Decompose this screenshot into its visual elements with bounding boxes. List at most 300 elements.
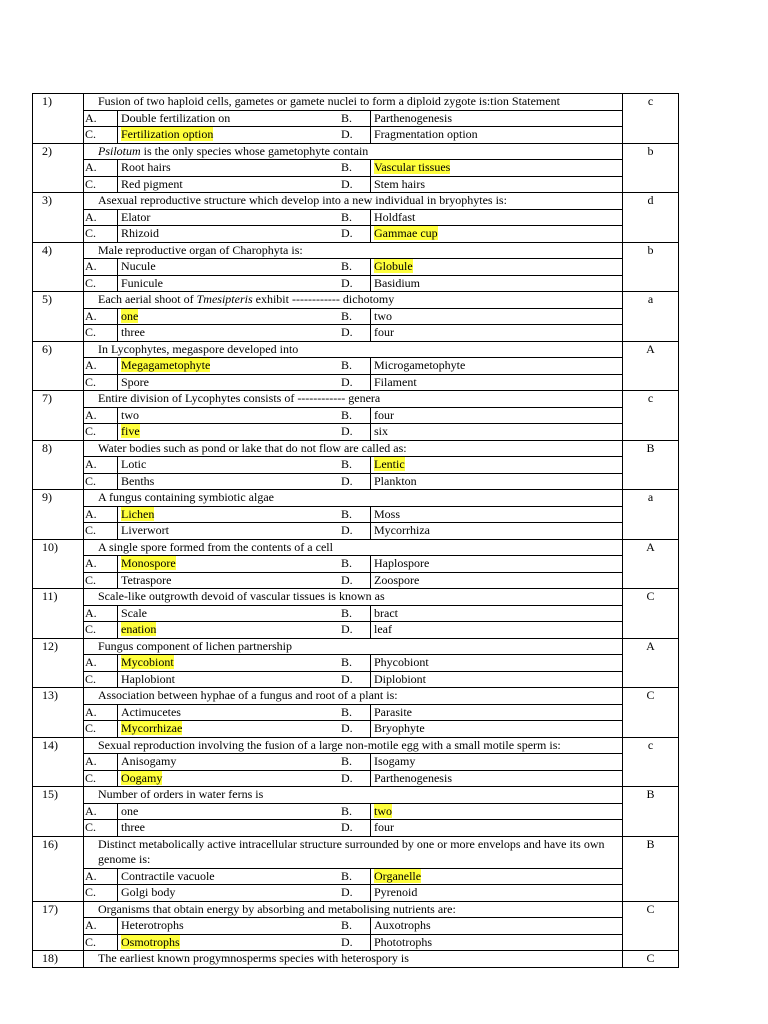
answer-key: C (622, 589, 679, 638)
option-letter-b: B. (341, 918, 353, 932)
question-stem (84, 144, 622, 160)
option-a (117, 408, 139, 424)
option-letter-c: C. (85, 226, 97, 240)
option-text: three (121, 325, 145, 339)
option-text: Plankton (374, 473, 417, 488)
option-letter-c: C. (85, 275, 97, 290)
answer-key: b (622, 144, 679, 193)
question-body (84, 639, 622, 688)
option-b (370, 705, 412, 721)
question-stem: Distinct metabolically active intracellular structure surrounded by one or more envelops and have its own genome is: (98, 836, 605, 866)
option-b (370, 804, 392, 820)
option-letter-d: D. (341, 424, 353, 438)
question-row (32, 539, 679, 589)
answer-key: A (622, 342, 679, 391)
option-letter-d: D. (341, 325, 353, 339)
option-text: Root hairs (121, 160, 171, 174)
question-row (32, 588, 679, 638)
options-row (84, 884, 622, 901)
option-text: Vascular tissues (374, 160, 451, 174)
option-d (370, 375, 417, 391)
answer-key: d (622, 193, 679, 242)
option-text: Red pigment (121, 176, 183, 191)
option-letter-c: C. (85, 473, 97, 488)
option-letter-c: C. (85, 770, 97, 785)
option-text: Fragmentation option (374, 127, 478, 141)
option-text: Liverwort (121, 523, 169, 537)
option-letter-a: A. (85, 556, 97, 570)
options-row (84, 159, 622, 176)
question-stem: In Lycophytes, megaspore developed into (98, 341, 299, 356)
options-row (84, 473, 622, 490)
option-a (117, 655, 174, 671)
option-text: Tetraspore (121, 572, 172, 587)
question-row (32, 950, 679, 968)
option-text: Globule (374, 259, 413, 273)
option-text: Gammae cup (374, 226, 438, 240)
option-letter-c: C. (85, 820, 97, 834)
option-a (117, 457, 146, 473)
question-number: 5) (32, 292, 84, 341)
answer-key: B (622, 787, 679, 836)
option-text: Parasite (374, 704, 412, 719)
option-text: Basidium (374, 275, 421, 290)
option-letter-d: D. (341, 671, 353, 686)
option-letter-b: B. (341, 358, 353, 372)
option-c (117, 424, 140, 440)
option-d (370, 672, 426, 688)
option-text: Fertilization option (121, 127, 214, 141)
option-letter-a: A. (85, 506, 97, 521)
option-letter-a: A. (85, 308, 97, 323)
option-text: Phototrophs (374, 934, 433, 949)
option-d (370, 885, 417, 901)
option-letter-d: D. (341, 473, 353, 488)
option-a (117, 358, 210, 374)
option-letter-d: D. (341, 523, 353, 537)
question-number: 2) (32, 144, 84, 193)
option-letter-c: C. (85, 127, 97, 141)
question-row (32, 390, 679, 440)
question-row (32, 192, 679, 242)
option-letter-b: B. (341, 754, 353, 768)
option-letter-d: D. (341, 721, 353, 735)
question-number: 8) (32, 441, 84, 490)
option-a (117, 754, 176, 770)
option-d (370, 424, 388, 440)
option-letter-d: D. (341, 934, 353, 949)
option-a (117, 160, 171, 176)
option-letter-b: B. (341, 655, 353, 669)
option-d (370, 226, 438, 242)
option-b (370, 358, 465, 374)
option-text: Isogamy (374, 754, 416, 768)
option-text: one (121, 803, 139, 818)
question-stem: Sexual reproduction involving the fusion of a large non-motile egg with a small motile sperm is: (98, 737, 561, 752)
options-row (84, 275, 622, 292)
answer-key: C (622, 951, 679, 967)
option-d (370, 523, 430, 539)
question-number: 9) (32, 490, 84, 539)
question-body (84, 490, 622, 539)
option-c (117, 672, 175, 688)
option-letter-d: D. (341, 176, 353, 191)
option-b (370, 210, 415, 226)
option-text: Rhizoid (121, 226, 159, 240)
option-a (117, 804, 138, 820)
option-letter-a: A. (85, 110, 97, 125)
question-number: 10) (32, 540, 84, 589)
option-d (370, 622, 392, 638)
option-b (370, 111, 452, 127)
option-a (117, 111, 230, 127)
option-text: Benths (121, 473, 155, 488)
option-letter-b: B. (341, 556, 353, 570)
question-stem: A single spore formed from the contents of a cell (98, 539, 333, 554)
option-b (370, 869, 421, 885)
option-text: Spore (121, 374, 149, 389)
question-table (32, 93, 679, 968)
question-number: 15) (32, 787, 84, 836)
question-stem: A fungus containing symbiotic algae (98, 490, 274, 504)
question-number: 1) (32, 94, 84, 143)
option-text: Nucule (121, 259, 156, 273)
options-row (84, 803, 622, 820)
question-row (32, 687, 679, 737)
option-b (370, 309, 392, 325)
option-text: Elator (121, 209, 151, 224)
option-text: Holdfast (374, 209, 416, 224)
option-text: Filament (374, 374, 417, 389)
question-stem: Fungus component of lichen partnership (98, 638, 292, 653)
option-letter-c: C. (85, 721, 97, 735)
option-d (370, 127, 478, 143)
option-text: two (374, 308, 392, 323)
option-text: Parthenogenesis (374, 110, 452, 125)
question-number: 3) (32, 193, 84, 242)
question-body (84, 738, 622, 787)
answer-key: B (622, 837, 679, 901)
question-number: 18) (32, 951, 84, 967)
option-text: Lotic (121, 457, 147, 471)
option-text: leaf (374, 622, 392, 636)
option-d (370, 721, 425, 737)
option-text: Mycorrhizae (121, 721, 183, 735)
option-text: Organelle (374, 868, 422, 883)
option-letter-c: C. (85, 885, 97, 899)
options-row (84, 176, 622, 193)
option-text: Megagametophyte (121, 358, 211, 372)
options-row (84, 357, 622, 374)
option-text: Stem hairs (374, 176, 425, 191)
question-number: 12) (32, 639, 84, 688)
option-text: one (121, 308, 139, 323)
option-text: Contractile vacuole (121, 868, 215, 883)
option-b (370, 655, 429, 671)
question-row (32, 901, 679, 951)
option-letter-c: C. (85, 934, 97, 949)
option-letter-c: C. (85, 424, 97, 438)
option-text: Lichen (121, 506, 155, 521)
question-body (84, 951, 622, 967)
option-text: Parthenogenesis (374, 770, 452, 785)
option-c (117, 935, 180, 951)
option-c (117, 325, 145, 341)
option-letter-a: A. (85, 605, 97, 620)
question-body (84, 787, 622, 836)
option-d (370, 820, 394, 836)
option-text: two (121, 407, 139, 422)
option-c (117, 573, 171, 589)
option-letter-a: A. (85, 358, 97, 372)
option-text: two (374, 803, 392, 818)
option-b (370, 556, 429, 572)
option-c (117, 226, 159, 242)
question-row (32, 440, 679, 490)
answer-key: C (622, 902, 679, 951)
option-a (117, 309, 138, 325)
option-letter-d: D. (341, 275, 353, 290)
question-row (32, 737, 679, 787)
option-text: Phycobiont (374, 655, 429, 669)
option-c (117, 523, 169, 539)
option-c (117, 276, 163, 292)
question-body (84, 144, 622, 193)
question-row (32, 291, 679, 341)
option-d (370, 177, 425, 193)
options-row (84, 917, 622, 934)
option-letter-d: D. (341, 226, 353, 240)
option-letter-d: D. (341, 820, 353, 834)
options-row (84, 407, 622, 424)
options-row (84, 209, 622, 226)
option-letter-d: D. (341, 572, 353, 587)
option-text: five (121, 424, 140, 438)
question-number: 11) (32, 589, 84, 638)
option-text: Oogamy (121, 770, 163, 785)
option-text: four (374, 820, 394, 834)
option-b (370, 606, 398, 622)
question-stem: Asexual reproductive structure which develop into a new individual in bryophytes is: (98, 193, 507, 207)
option-text: Monospore (121, 556, 176, 570)
question-row (32, 786, 679, 836)
option-text: bract (374, 605, 398, 620)
option-text: Golgi body (121, 885, 176, 899)
option-letter-c: C. (85, 374, 97, 389)
option-letter-a: A. (85, 407, 97, 422)
option-letter-b: B. (341, 457, 353, 471)
option-a (117, 705, 181, 721)
option-d (370, 325, 394, 341)
question-row (32, 341, 679, 391)
option-letter-a: A. (85, 160, 97, 174)
stem-text: exhibit ------------ dichotomy (252, 292, 395, 306)
option-letter-c: C. (85, 622, 97, 636)
answer-key: a (622, 292, 679, 341)
option-letter-a: A. (85, 803, 97, 818)
option-text: Microgametophyte (374, 358, 466, 372)
options-row (84, 671, 622, 688)
options-row (84, 423, 622, 440)
option-text: Heterotrophs (121, 918, 184, 932)
option-letter-a: A. (85, 704, 97, 719)
question-body (84, 391, 622, 440)
option-b (370, 507, 400, 523)
answer-key: a (622, 490, 679, 539)
question-row (32, 242, 679, 292)
options-row (84, 770, 622, 787)
question-body (84, 441, 622, 490)
options-row (84, 572, 622, 589)
option-letter-b: B. (341, 160, 353, 174)
question-number: 17) (32, 902, 84, 951)
option-a (117, 259, 156, 275)
option-c (117, 622, 156, 638)
stem-text: Each aerial shoot of (98, 292, 197, 306)
question-stem: Entire division of Lycophytes consists of ------------ genera (98, 391, 381, 405)
option-text: Moss (374, 506, 401, 521)
option-letter-c: C. (85, 325, 97, 339)
option-letter-b: B. (341, 868, 353, 883)
option-letter-d: D. (341, 127, 353, 141)
option-d (370, 474, 417, 490)
option-b (370, 160, 450, 176)
options-row (84, 522, 622, 539)
option-text: Scale (121, 605, 147, 620)
option-letter-b: B. (341, 506, 353, 521)
question-stem: Fusion of two haploid cells, gametes or gamete nuclei to form a diploid zygote is:tion Statement (98, 94, 560, 108)
question-body (84, 292, 622, 341)
option-text: four (374, 325, 394, 339)
option-letter-a: A. (85, 918, 97, 932)
option-letter-b: B. (341, 704, 353, 719)
option-c (117, 820, 145, 836)
question-body (84, 837, 622, 901)
options-row (84, 324, 622, 341)
question-stem: Number of orders in water ferns is (98, 787, 264, 801)
answer-key: c (622, 94, 679, 143)
option-letter-b: B. (341, 110, 353, 125)
option-letter-a: A. (85, 259, 97, 273)
option-text: Mycorrhiza (374, 523, 430, 537)
option-text: Double fertilization on (121, 110, 231, 125)
options-row (84, 605, 622, 622)
option-c (117, 721, 182, 737)
option-letter-b: B. (341, 407, 353, 422)
option-b (370, 408, 394, 424)
option-letter-c: C. (85, 176, 97, 191)
option-letter-b: B. (341, 605, 353, 620)
options-row (84, 654, 622, 671)
option-c (117, 885, 175, 901)
question-number: 14) (32, 738, 84, 787)
option-d (370, 935, 432, 951)
options-row (84, 126, 622, 143)
option-letter-b: B. (341, 209, 353, 224)
option-letter-a: A. (85, 457, 97, 471)
option-d (370, 276, 420, 292)
answer-key: B (622, 441, 679, 490)
option-c (117, 177, 183, 193)
option-text: four (374, 407, 394, 422)
options-row (84, 110, 622, 127)
option-b (370, 754, 415, 770)
question-stem: Association between hyphae of a fungus and root of a plant is: (98, 688, 398, 702)
options-row (84, 819, 622, 836)
option-text: Zoospore (374, 572, 420, 587)
option-c (117, 375, 149, 391)
options-row (84, 621, 622, 638)
stem-italic-text: Tmesipteris (196, 292, 253, 306)
option-d (370, 573, 419, 589)
question-number: 4) (32, 243, 84, 292)
option-a (117, 210, 150, 226)
question-body (84, 902, 622, 951)
option-text: Lentic (374, 457, 405, 471)
option-b (370, 457, 405, 473)
option-letter-d: D. (341, 374, 353, 389)
option-a (117, 507, 154, 523)
option-text: three (121, 820, 145, 834)
question-number: 6) (32, 342, 84, 391)
option-text: six (374, 424, 389, 438)
option-d (370, 771, 452, 787)
options-row (84, 704, 622, 721)
answer-key: A (622, 540, 679, 589)
options-row (84, 456, 622, 473)
option-text: Funicule (121, 275, 163, 290)
option-a (117, 606, 147, 622)
option-text: Anisogamy (121, 754, 177, 768)
options-row (84, 555, 622, 572)
option-a (117, 869, 215, 885)
option-c (117, 771, 162, 787)
options-row (84, 720, 622, 737)
option-letter-c: C. (85, 572, 97, 587)
option-b (370, 259, 413, 275)
option-text: Pyrenoid (374, 885, 418, 899)
option-text: Auxotrophs (374, 918, 431, 932)
option-text: Haplobiont (121, 671, 175, 686)
options-row (84, 868, 622, 885)
question-number: 7) (32, 391, 84, 440)
option-text: Haplospore (374, 556, 430, 570)
option-letter-b: B. (341, 259, 353, 273)
option-letter-a: A. (85, 655, 97, 669)
stem-text: is the only species whose gametophyte contain (140, 143, 369, 158)
option-letter-d: D. (341, 622, 353, 636)
option-text: Mycobiont (121, 655, 174, 669)
option-letter-b: B. (341, 803, 353, 818)
option-letter-d: D. (341, 885, 353, 899)
option-text: Osmotrophs (121, 934, 180, 949)
question-body (84, 540, 622, 589)
option-letter-d: D. (341, 770, 353, 785)
options-row (84, 225, 622, 242)
question-stem: Organisms that obtain energy by absorbing and metabolising nutrients are: (98, 901, 456, 916)
option-c (117, 127, 213, 143)
option-letter-a: A. (85, 868, 97, 883)
question-row (32, 638, 679, 688)
question-row (32, 143, 679, 193)
option-text: enation (121, 622, 157, 636)
option-letter-c: C. (85, 523, 97, 537)
question-body (84, 342, 622, 391)
option-letter-c: C. (85, 671, 97, 686)
options-row (84, 506, 622, 523)
option-b (370, 918, 431, 934)
stem-italic-text: Psilotum (98, 143, 141, 158)
